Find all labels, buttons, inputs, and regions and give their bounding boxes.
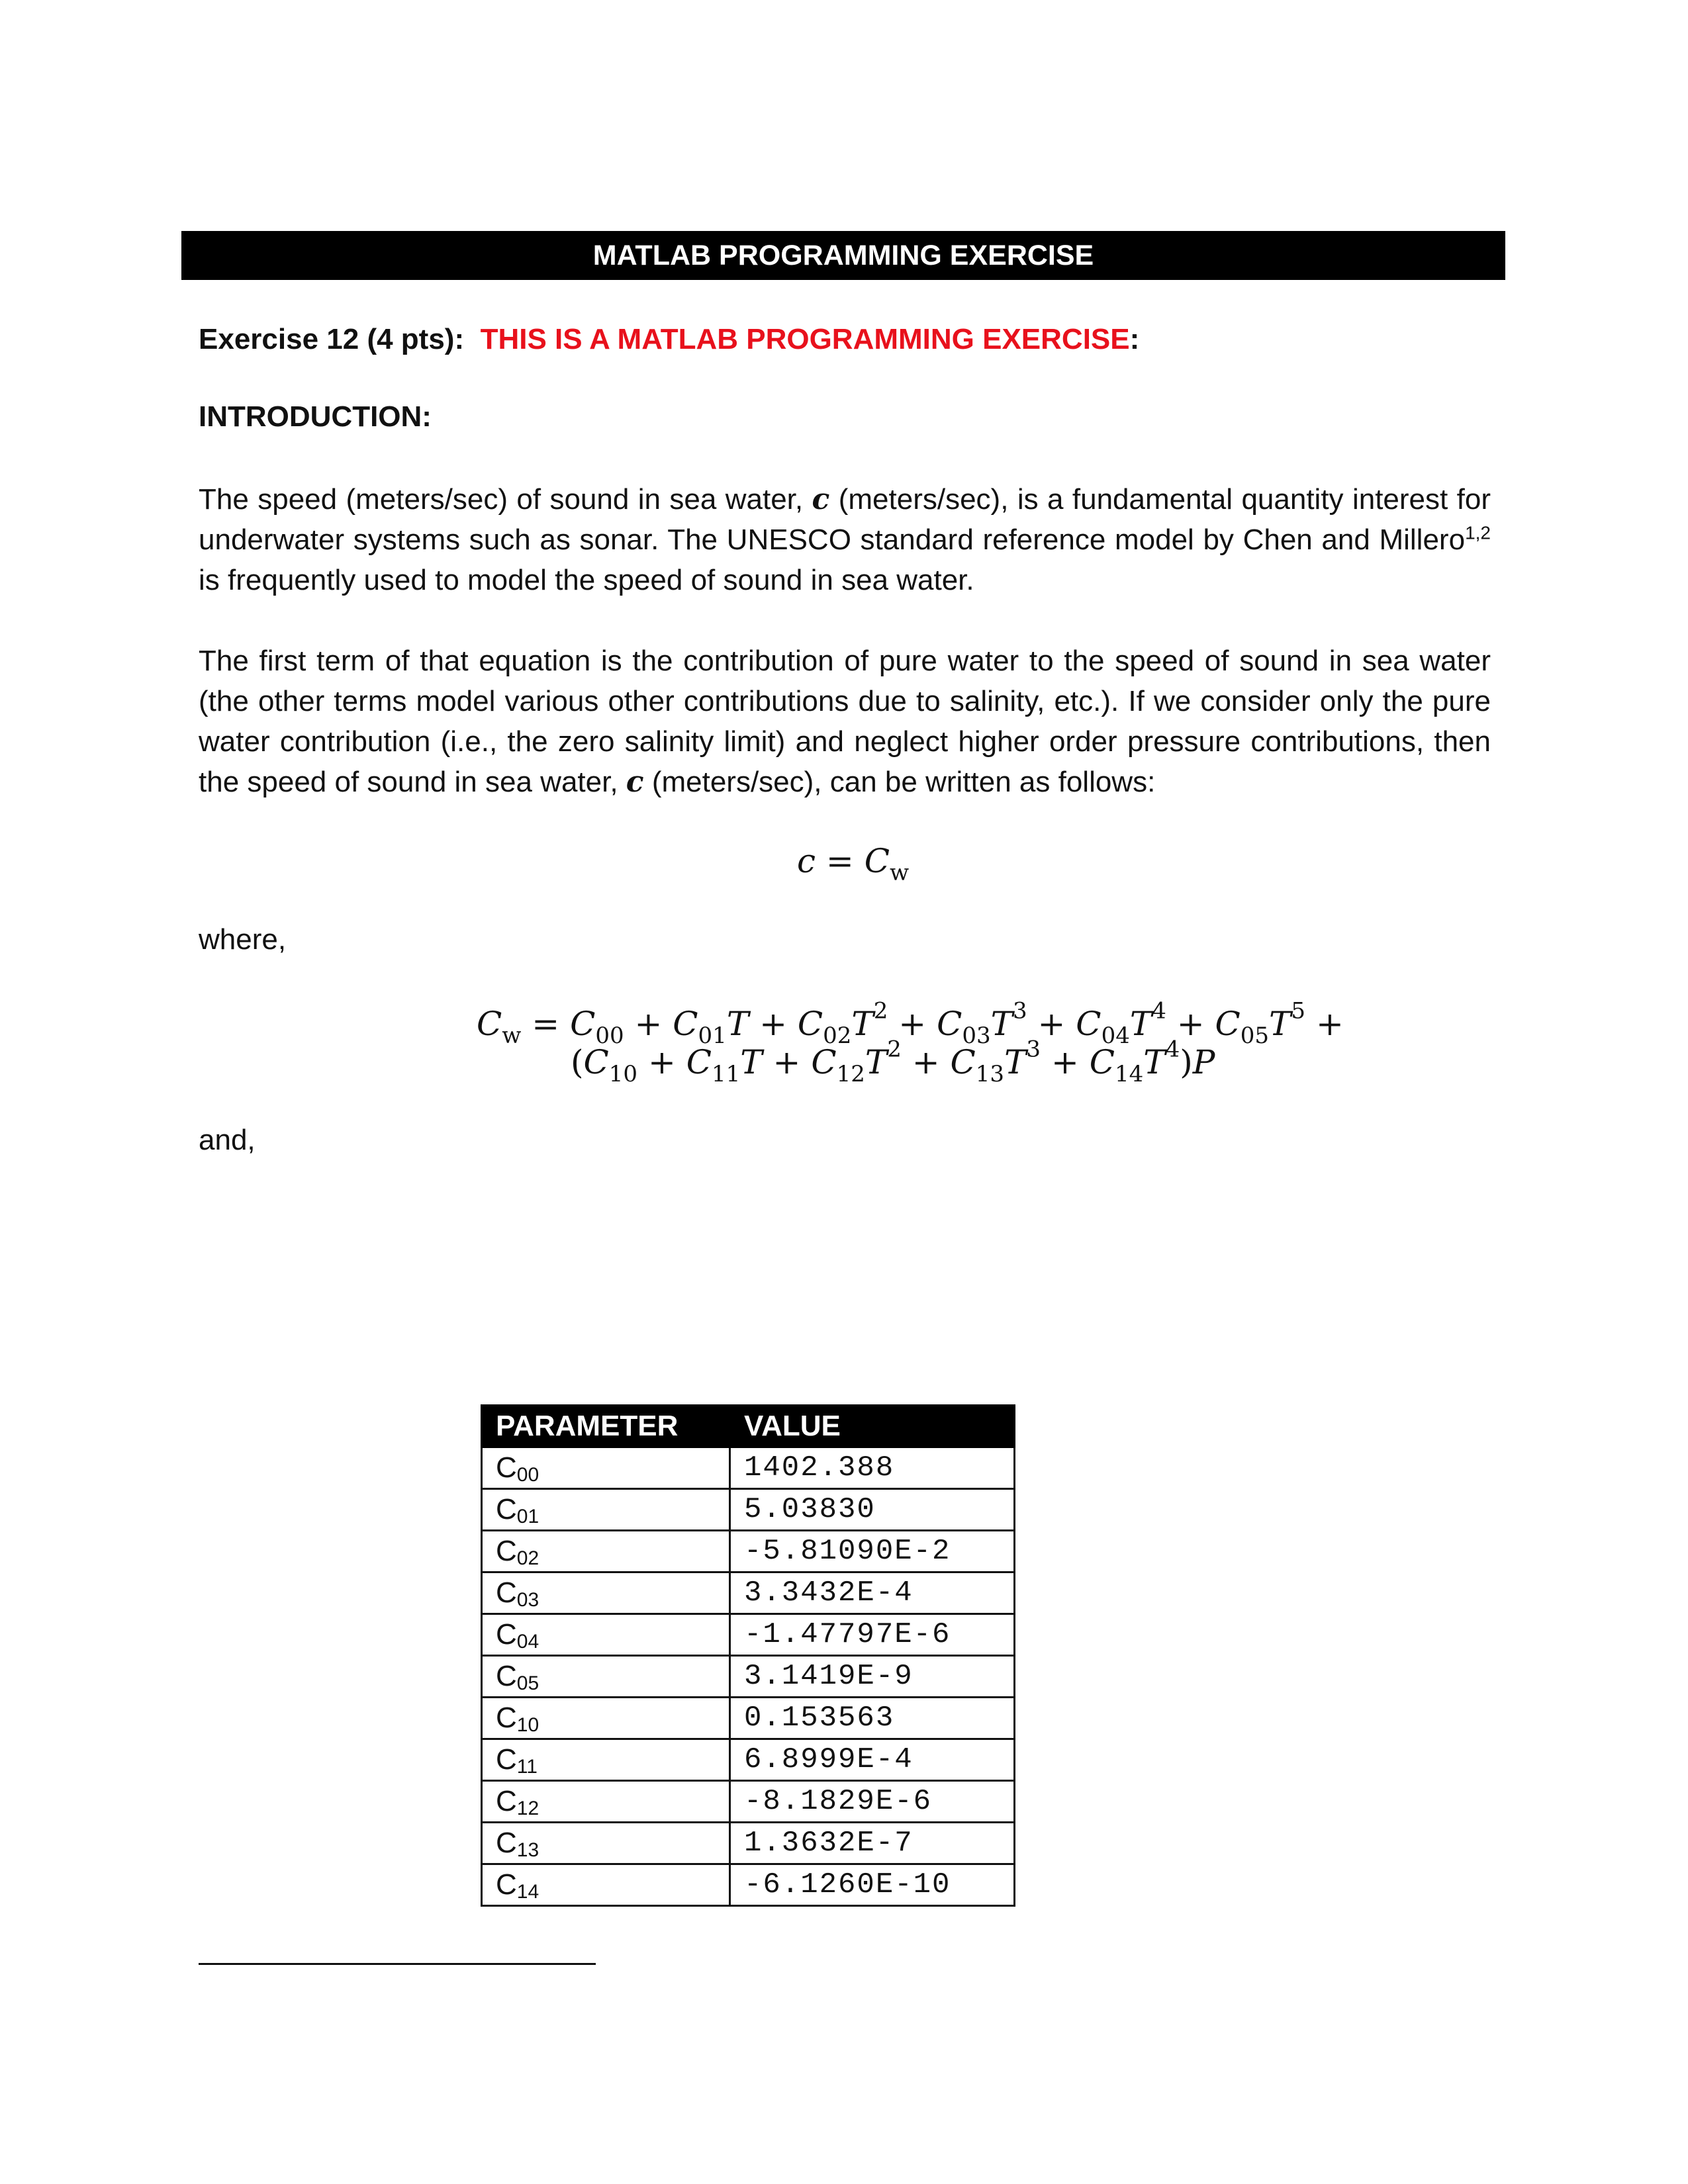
table-row [482,1698,1015,1739]
header-parameter: PARAMETER [482,1406,730,1447]
para2-text-a: The first term of that equation is the contribution of pure water to the speed of sound in sea water (the other terms model various other contributions due to salinity, etc.). If we consider only the pure water contribution (i.e., the zero salinity limit) and neglect higher order pressure contributions, then the speed of sound in sea water, [199,645,1491,798]
para1-text-c: is frequently used to model the speed of sound in sea water. [199,564,974,596]
parameter-subscript: 10 [516,1714,539,1736]
parameter-value: -5.81090E-2 [730,1531,1015,1572]
equation-c-equals-cw: $c = C_w$ [797,842,910,886]
parameter-symbol: C [496,1618,517,1651]
parameter-value: -8.1829E-6 [730,1781,1015,1823]
parameter-symbol: C [496,1868,517,1901]
parameter-name [482,1614,730,1656]
table-row [482,1739,1015,1781]
parameter-name [482,1531,730,1572]
table-row [482,1614,1015,1656]
parameter-symbol: C [496,1743,517,1776]
table-row [482,1864,1015,1906]
parameter-symbol: C [496,1702,517,1734]
parameter-subscript: 11 [516,1756,538,1778]
parameter-symbol: C [496,1785,517,1817]
parameter-subscript: 12 [516,1797,539,1819]
parameter-name [482,1739,730,1781]
parameter-name [482,1447,730,1489]
intro-paragraph-1 [199,479,1491,600]
parameter-name [482,1781,730,1823]
equation-cw-line-1: $C_w = C_{00} + C_{01}T + C_{02}T^2 + C_{03}T^3 + C_{04}T^4 + C_{05}T^5$ + [477,997,1344,1049]
parameter-name [482,1823,730,1864]
parameter-subscript: 02 [516,1547,539,1569]
para2-text-b: (meters/sec), can be written as follows: [651,766,1156,798]
exercise-colon: : [454,323,465,355]
parameter-name [482,1572,730,1614]
table-row [482,1447,1015,1489]
footnote-separator [199,1963,596,1965]
intro-paragraph-2 [199,641,1491,802]
parameter-value: 5.03830 [730,1489,1015,1531]
parameter-value: 6.8999E-4 [730,1739,1015,1781]
parameter-subscript: 05 [516,1672,539,1694]
parameter-subscript: 00 [516,1464,539,1486]
parameter-name [482,1864,730,1906]
parameter-name [482,1489,730,1531]
para2-c-symbol: c [626,765,644,799]
parameter-value: 1.3632E-7 [730,1823,1015,1864]
exercise-label: Exercise 12 (4 pts) [199,323,455,355]
exercise-note: THIS IS A MATLAB PROGRAMMING EXERCISE [480,323,1130,355]
parameter-symbol: C [496,1535,517,1567]
table-row [482,1489,1015,1531]
parameter-symbol: C [496,1451,517,1484]
table-row [482,1781,1015,1823]
parameter-subscript: 03 [516,1589,539,1611]
parameter-value: 3.3432E-4 [730,1572,1015,1614]
parameter-subscript: 14 [516,1881,539,1903]
parameter-value: -6.1260E-10 [730,1864,1015,1906]
parameter-subscript: 01 [516,1506,539,1527]
para1-footnote-ref: 1,2 [1465,522,1491,543]
parameter-table [481,1404,1015,1907]
para1-text-b: (meters/sec), is a fundamental quantity interest for underwater systems such as sonar. The UNESCO standard reference model by Chen and Millero [199,483,1491,556]
parameter-name [482,1656,730,1698]
para1-text-a: The speed (meters/sec) of sound in sea water, [199,483,804,516]
parameter-subscript: 13 [516,1839,539,1861]
table-row [482,1531,1015,1572]
table-row [482,1823,1015,1864]
exercise-note-colon: : [1129,323,1140,355]
parameter-symbol: C [496,1576,517,1609]
parameter-symbol: C [496,1660,517,1692]
parameter-symbol: C [496,1493,517,1525]
parameter-name [482,1698,730,1739]
table-row [482,1656,1015,1698]
parameter-value: 3.1419E-9 [730,1656,1015,1698]
parameter-subscript: 04 [516,1631,539,1653]
exercise-heading [199,323,1139,356]
equation-cw-line-2: $(C_{10} + C_{11}T + C_{12}T^2 + C_{13}T^3 + C_{14}T^4)P$ [571,1036,1215,1087]
parameter-value: 0.153563 [730,1698,1015,1739]
where-label: where, [199,923,287,956]
section-banner: MATLAB PROGRAMMING EXERCISE [181,231,1505,280]
header-value: VALUE [730,1406,1015,1447]
table-body [482,1447,1015,1906]
para1-c-symbol: c [812,482,830,516]
table-row [482,1572,1015,1614]
parameter-symbol: C [496,1827,517,1859]
table-header-row [482,1406,1015,1447]
parameter-value: 1402.388 [730,1447,1015,1489]
introduction-heading: INTRODUCTION: [199,400,432,433]
and-label: and, [199,1124,256,1156]
parameter-value: -1.47797E-6 [730,1614,1015,1656]
